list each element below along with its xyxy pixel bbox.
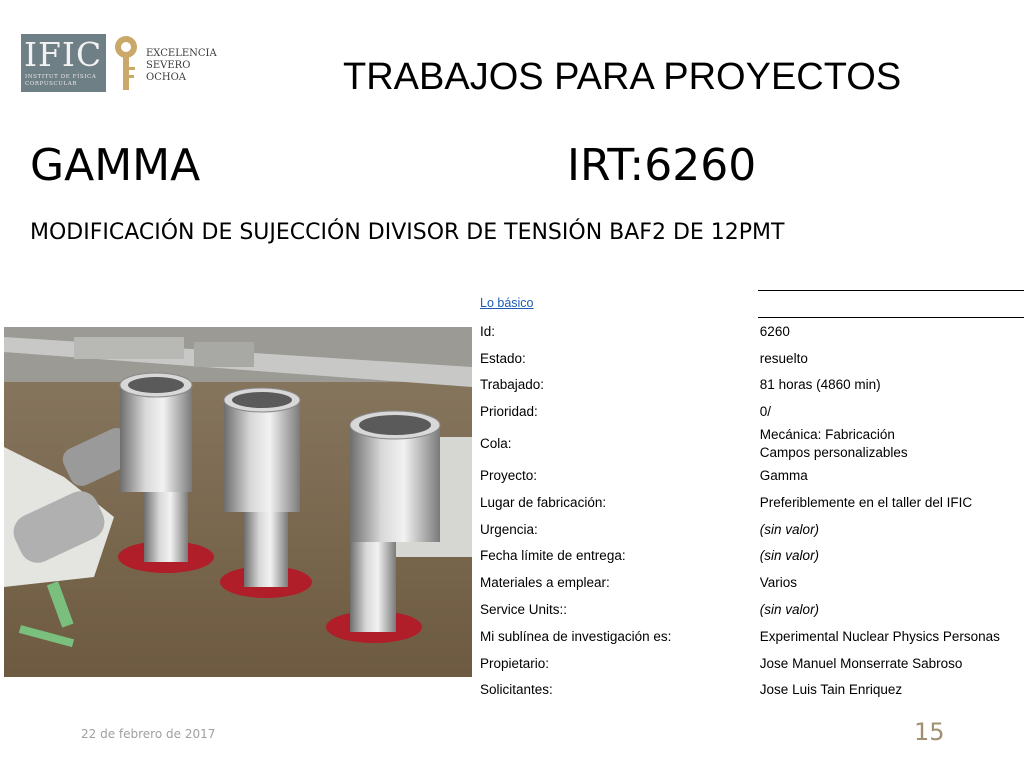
- divider: [758, 290, 1024, 291]
- table-row: [476, 623, 1024, 650]
- ific-logo: [21, 34, 106, 92]
- logo-line: EXCELENCIA: [146, 48, 217, 59]
- table-row: [476, 543, 1024, 570]
- properties-table: [476, 318, 1024, 703]
- property-value: Varios: [759, 575, 798, 591]
- property-value: (sin valor): [759, 548, 820, 564]
- lo-basico-link[interactable]: Lo básico: [480, 296, 534, 310]
- severo-ochoa-seal-icon: [111, 35, 141, 93]
- property-value: 0/: [759, 404, 772, 420]
- property-key: Propietario:: [480, 655, 550, 671]
- property-value: (sin valor): [759, 521, 820, 537]
- table-row: [476, 596, 1024, 623]
- slide-date: 22 de febrero de 2017: [81, 727, 216, 741]
- property-key: Fecha límite de entrega:: [480, 548, 626, 564]
- property-value: Preferiblemente en el taller del IFIC: [759, 494, 973, 510]
- logo-line: SEVERO: [146, 60, 191, 71]
- property-value: resuelto: [759, 350, 808, 366]
- table-row: [476, 318, 1024, 345]
- property-key: Service Units::: [480, 602, 568, 618]
- table-row: [476, 398, 1024, 425]
- slide-title: TRABAJOS PARA PROYECTOS: [343, 56, 902, 98]
- table-row: [476, 569, 1024, 596]
- table-row: [476, 677, 1024, 704]
- property-value: 6260: [759, 323, 790, 339]
- property-value: Jose Manuel Monserrate Sabroso: [759, 655, 963, 671]
- table-row: [476, 425, 1024, 462]
- table-row: [476, 345, 1024, 372]
- property-value: (sin valor): [759, 602, 820, 618]
- property-key: Mi sublínea de investigación es:: [480, 628, 672, 644]
- ific-logo-text: IFIC: [24, 35, 103, 74]
- property-key: Cola:: [480, 435, 512, 451]
- table-row: [476, 372, 1024, 399]
- property-value: Experimental Nuclear Physics Personas: [759, 628, 1000, 644]
- slide-subtitle: MODIFICACIÓN DE SUJECCIÓN DIVISOR DE TENSIÓN BAF2 DE 12PMT: [30, 220, 785, 245]
- property-value: Jose Luis Tain Enriquez: [759, 682, 903, 698]
- property-value: [756, 425, 1024, 462]
- property-key: Materiales a emplear:: [480, 575, 610, 591]
- table-row: [476, 462, 1024, 489]
- property-value-line: Campos personalizables: [759, 444, 908, 460]
- property-value-line: Mecánica: Fabricación: [759, 426, 895, 442]
- property-key: Estado:: [480, 350, 526, 366]
- table-row: [476, 650, 1024, 677]
- property-key: Prioridad:: [480, 404, 538, 420]
- property-value: 81 horas (4860 min): [759, 377, 881, 393]
- property-key: Proyecto:: [480, 468, 538, 484]
- property-key: Lugar de fabricación:: [480, 494, 607, 510]
- property-key: Solicitantes:: [480, 682, 553, 698]
- table-row: [476, 516, 1024, 543]
- table-row: [476, 489, 1024, 516]
- irt-number: IRT:6260: [567, 140, 757, 191]
- property-value: Gamma: [759, 468, 808, 484]
- page-number: 15: [914, 718, 945, 746]
- property-key: Urgencia:: [480, 521, 538, 537]
- workshop-photo: [4, 327, 472, 677]
- logo-line: OCHOA: [146, 72, 186, 83]
- property-key: Trabajado:: [480, 377, 545, 393]
- ific-logo-subtitle: INSTITUT DE FÍSICA CORPUSCULAR: [25, 74, 97, 87]
- property-key: Id:: [480, 323, 496, 339]
- excelencia-severo-ochoa-text: [146, 48, 217, 84]
- project-name: GAMMA: [30, 140, 201, 191]
